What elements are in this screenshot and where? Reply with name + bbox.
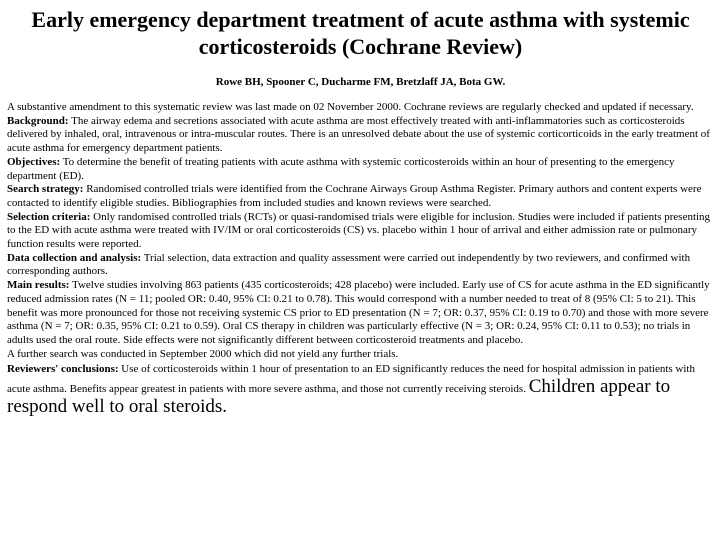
main-results-section — [7, 279, 714, 348]
document-title: Early emergency department treatment of acute asthma with systemic corticosteroids (Cochrane Review) — [31, 7, 690, 59]
section-text: The airway edema and secretions associated with acute asthma are most effectively treated with anti-inflammatories such as corticosteroids delivered by inhaled, oral, intravenous or intra-muscular routes. There is an unresolved debate about the use of systemic corticorticoids in the early treatment of acute asthma for emergency department patients. — [7, 114, 710, 155]
section-text: Randomised controlled trials were identified from the Cochrane Airways Group Asthma Register. Primary authors and content experts were contacted to identify eligible studies. Bibliographies from included studies and known reviews were searched. — [7, 183, 702, 209]
section-text: Only randomised controlled trials (RCTs) or quasi-randomised trials were eligible for inclusion. Studies were included if patients presenting to the ED with acute asthma were treated with IV/IM or oral corticosteroids (CS) vs. placebo within 1 hour of arrival and either admission rate or pulmonary function results were reported. — [7, 210, 711, 251]
section-text: Twelve studies involving 863 patients (435 corticosteroids; 428 placebo) were included. Early use of CS for acute asthma in the ED significantly reduced admission rates (N = 11; pooled OR: 0.40, 95% CI: 0.21 to 0.78). This would correspond with a number needed to treat of 8 (95% CI: 5 to 21). This benefit was more pronounced for those not receiving systemic CS prior to ED presentation (N = 7; OR: 0.37, 95% CI: 0.19 to 0.70) and those with more severe asthma (N = 7; OR: 0.35, 95% CI: 0.21 to 0.59). Oral CS therapy in children was particularly effective (N = 3; OR: 0.24, 95% CI: 0.11 to 0.53); no trials in adults used the oral route. Side effects were not significantly different between corticosteroid treatments and placebo. — [7, 279, 710, 346]
children-emphasis-text: Children appear to respond well to oral steroids. — [7, 376, 671, 418]
conclusions-section — [7, 363, 714, 417]
section-text: Trial selection, data extraction and quality assessment were carried out independently by two reviewers, and confirmed with corresponding authors. — [7, 251, 691, 278]
amendment-note: A substantive amendment to this systematic review was last made on 02 November 2000. Cochrane reviews are regularly checked and updated if necessary. — [7, 101, 694, 113]
data-collection-section — [7, 252, 714, 279]
section-label: Reviewers' conclusions: — [7, 363, 119, 376]
section-label: Selection criteria: — [7, 210, 91, 223]
author-list: Rowe BH, Spooner C, Ducharme FM, Bretzlaff JA, Bota GW. — [215, 76, 506, 88]
section-label: Search strategy: — [7, 183, 84, 196]
section-label: Objectives: — [7, 155, 61, 168]
background-section — [7, 115, 714, 156]
section-text: Use of corticosteroids within 1 hour of presentation to an ED significantly reduces the need for hospital admission in patients with acute asthma. Benefits appear greatest in patients with more severe asthma, and those not currently receiving steroids. — [7, 363, 695, 396]
section-label: Data collection and analysis: — [7, 251, 142, 264]
search-strategy-section — [7, 183, 714, 210]
abstract-body — [7, 101, 714, 417]
objectives-section — [7, 156, 714, 183]
section-label: Main results: — [7, 279, 70, 292]
section-text: To determine the benefit of treating patients with acute asthma with systemic corticosteroids within an hour of presenting to the emergency department (ED). — [7, 155, 675, 182]
further-search-note: A further search was conducted in September 2000 which did not yield any further trials. — [7, 347, 399, 360]
selection-criteria-section — [7, 211, 714, 252]
section-label: Background: — [7, 114, 69, 127]
